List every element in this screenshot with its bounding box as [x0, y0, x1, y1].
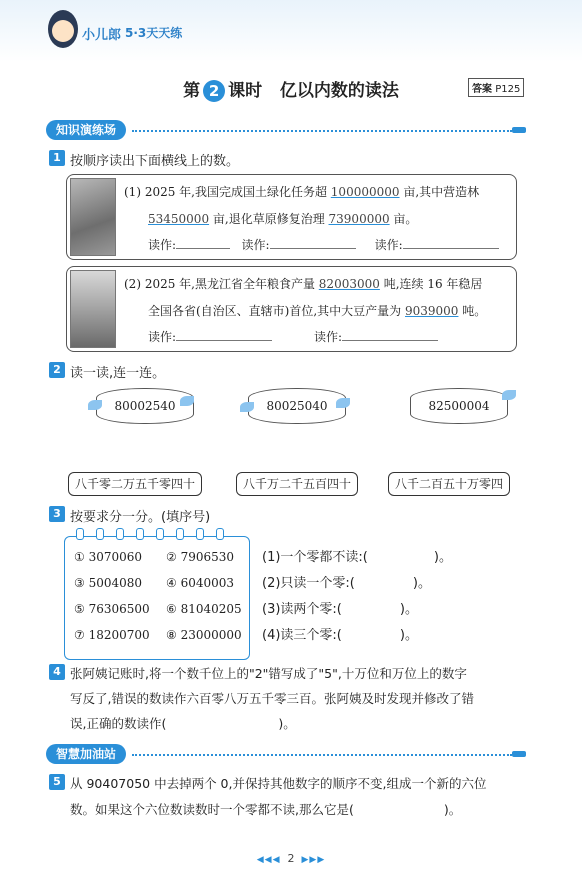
brand-name: 小儿郎 — [82, 28, 122, 43]
classify-row — [262, 572, 431, 591]
ring-icon — [156, 528, 164, 540]
close-paren: )。 — [399, 628, 418, 643]
pencil-icon — [512, 127, 526, 133]
number-item: ① 3070060 — [74, 550, 143, 564]
text-span: 亩。 — [389, 212, 418, 226]
stump-number[interactable]: 82500004 — [410, 388, 508, 424]
question-number: 5 — [49, 774, 65, 790]
q5-line2 — [70, 800, 461, 818]
number-item: ⑤ 76306500 — [74, 602, 150, 616]
number-item: ⑦ 18200700 — [74, 628, 150, 642]
read-label: 读作: — [148, 238, 177, 252]
classify-row — [262, 624, 418, 643]
question-number: 3 — [49, 506, 65, 522]
text-span: 吨。 — [458, 304, 487, 318]
right-arrows-icon: ▶▶▶ — [301, 855, 326, 865]
pencil-icon — [512, 751, 526, 757]
leaf-icon — [240, 402, 254, 412]
section-divider — [132, 754, 512, 756]
close-paren: )。 — [399, 602, 418, 617]
question-number: 2 — [49, 362, 65, 378]
ring-icon — [216, 528, 224, 540]
section-challenge: 智慧加油站 — [46, 744, 126, 764]
read-label: 读作: — [241, 238, 270, 252]
ring-icon — [96, 528, 104, 540]
read-as-row-2 — [148, 328, 438, 345]
text-span: 数。如果这个六位数读数时一个零都不读,那么它是( — [70, 802, 354, 817]
text-span: 全国各省(自治区、直辖市)首位,其中大豆产量为 — [148, 304, 405, 318]
close-paren: )。 — [443, 802, 462, 817]
terraced-field-photo — [70, 178, 116, 256]
chinese-reading-tag[interactable]: 八千零二万五千零四十 — [68, 472, 202, 496]
text-span: (2) 2025 年,黑龙江省全年粮食产量 — [124, 277, 319, 291]
read-label: 读作: — [374, 238, 403, 252]
leaf-icon — [88, 400, 102, 410]
question-text: 按顺序读出下面横线上的数。 — [70, 154, 240, 169]
title-prefix: 第 — [183, 81, 201, 101]
question-text: 读一读,连一连。 — [70, 366, 166, 381]
leaf-icon — [502, 390, 516, 400]
stump-number[interactable]: 80002540 — [96, 388, 194, 424]
number-item: ③ 5004080 — [74, 576, 143, 590]
text-span: 吨,连续 16 年稳居 — [379, 277, 483, 291]
number-item: ⑥ 81040205 — [166, 602, 242, 616]
underlined-number: 9039000 — [405, 304, 459, 318]
read-label: 读作: — [314, 330, 343, 344]
number-item: ⑧ 23000000 — [166, 628, 242, 642]
answer-label: 答案 — [472, 84, 492, 95]
classify-label: (1)一个零都不读:( — [262, 550, 368, 565]
harvester-photo — [70, 270, 116, 348]
page-number: 2 — [287, 852, 295, 865]
stump-number[interactable]: 80025040 — [248, 388, 346, 424]
close-paren: )。 — [433, 550, 452, 565]
ring-icon — [76, 528, 84, 540]
question-text: 按要求分一分。(填序号) — [70, 510, 211, 525]
close-paren: )。 — [278, 716, 296, 731]
classify-label: (4)读三个零:( — [262, 628, 342, 643]
passage1-line1 — [124, 183, 479, 200]
leaf-icon — [336, 398, 350, 408]
underlined-number: 53450000 — [148, 212, 210, 226]
question-number: 4 — [49, 664, 65, 680]
page-footer — [0, 852, 582, 865]
title-suffix: 课时 — [228, 81, 263, 101]
underlined-number: 73900000 — [328, 212, 390, 226]
answer-blank[interactable] — [176, 328, 272, 341]
answer-blank[interactable] — [403, 236, 499, 249]
ring-icon — [196, 528, 204, 540]
classify-row — [262, 546, 452, 565]
answer-blank[interactable] — [176, 236, 230, 249]
left-arrows-icon: ◀◀◀ — [256, 855, 281, 865]
q4-line1: 张阿姨记账时,将一个数千位上的"2"错写成了"5",十万位和万位上的数字 — [70, 666, 467, 681]
q5-line1: 从 90407050 中去掉两个 0,并保持其他数字的顺序不变,组成一个新的六位 — [70, 776, 487, 791]
passage2-line1 — [124, 275, 482, 292]
chinese-reading-tag[interactable]: 八千万二千五百四十 — [236, 472, 358, 496]
leaf-icon — [180, 396, 194, 406]
text-span: 亩,其中营造林 — [399, 185, 480, 199]
underlined-number: 82003000 — [318, 277, 380, 291]
text-span: 误,正确的数读作( — [70, 716, 167, 731]
ring-icon — [136, 528, 144, 540]
mascot-face-icon — [52, 20, 74, 42]
underlined-number: 100000000 — [330, 185, 400, 199]
read-label: 读作: — [148, 330, 177, 344]
question-number: 1 — [49, 150, 65, 166]
classify-label: (3)读两个零:( — [262, 602, 342, 617]
answer-blank[interactable] — [270, 236, 356, 249]
text-span: (1) 2025 年,我国完成国土绿化任务超 — [124, 185, 331, 199]
close-paren: )。 — [412, 576, 431, 591]
section-knowledge: 知识演练场 — [46, 120, 126, 140]
brand-series: 5·3天天练 — [125, 26, 183, 40]
classify-label: (2)只读一个零:( — [262, 576, 355, 591]
title-main: 亿以内数的读法 — [279, 81, 399, 101]
lesson-number: 2 — [203, 80, 225, 102]
answer-ref — [468, 78, 524, 97]
ring-icon — [176, 528, 184, 540]
q4-line3 — [70, 714, 296, 732]
ring-icon — [116, 528, 124, 540]
number-item: ④ 6040003 — [166, 576, 235, 590]
answer-page: P125 — [495, 84, 521, 95]
number-item: ② 7906530 — [166, 550, 235, 564]
passage1-line2 — [148, 210, 417, 227]
chinese-reading-tag[interactable]: 八千二百五十万零四 — [388, 472, 510, 496]
read-as-row-1 — [148, 236, 499, 253]
passage2-line2 — [148, 302, 486, 319]
section-divider — [132, 130, 512, 132]
answer-blank[interactable] — [342, 328, 438, 341]
text-span: 亩,退化草原修复治理 — [209, 212, 329, 226]
classify-row — [262, 598, 418, 617]
q4-line2: 写反了,错误的数读作六百零八万五千零三百。张阿姨及时发现并修改了错 — [70, 691, 474, 706]
